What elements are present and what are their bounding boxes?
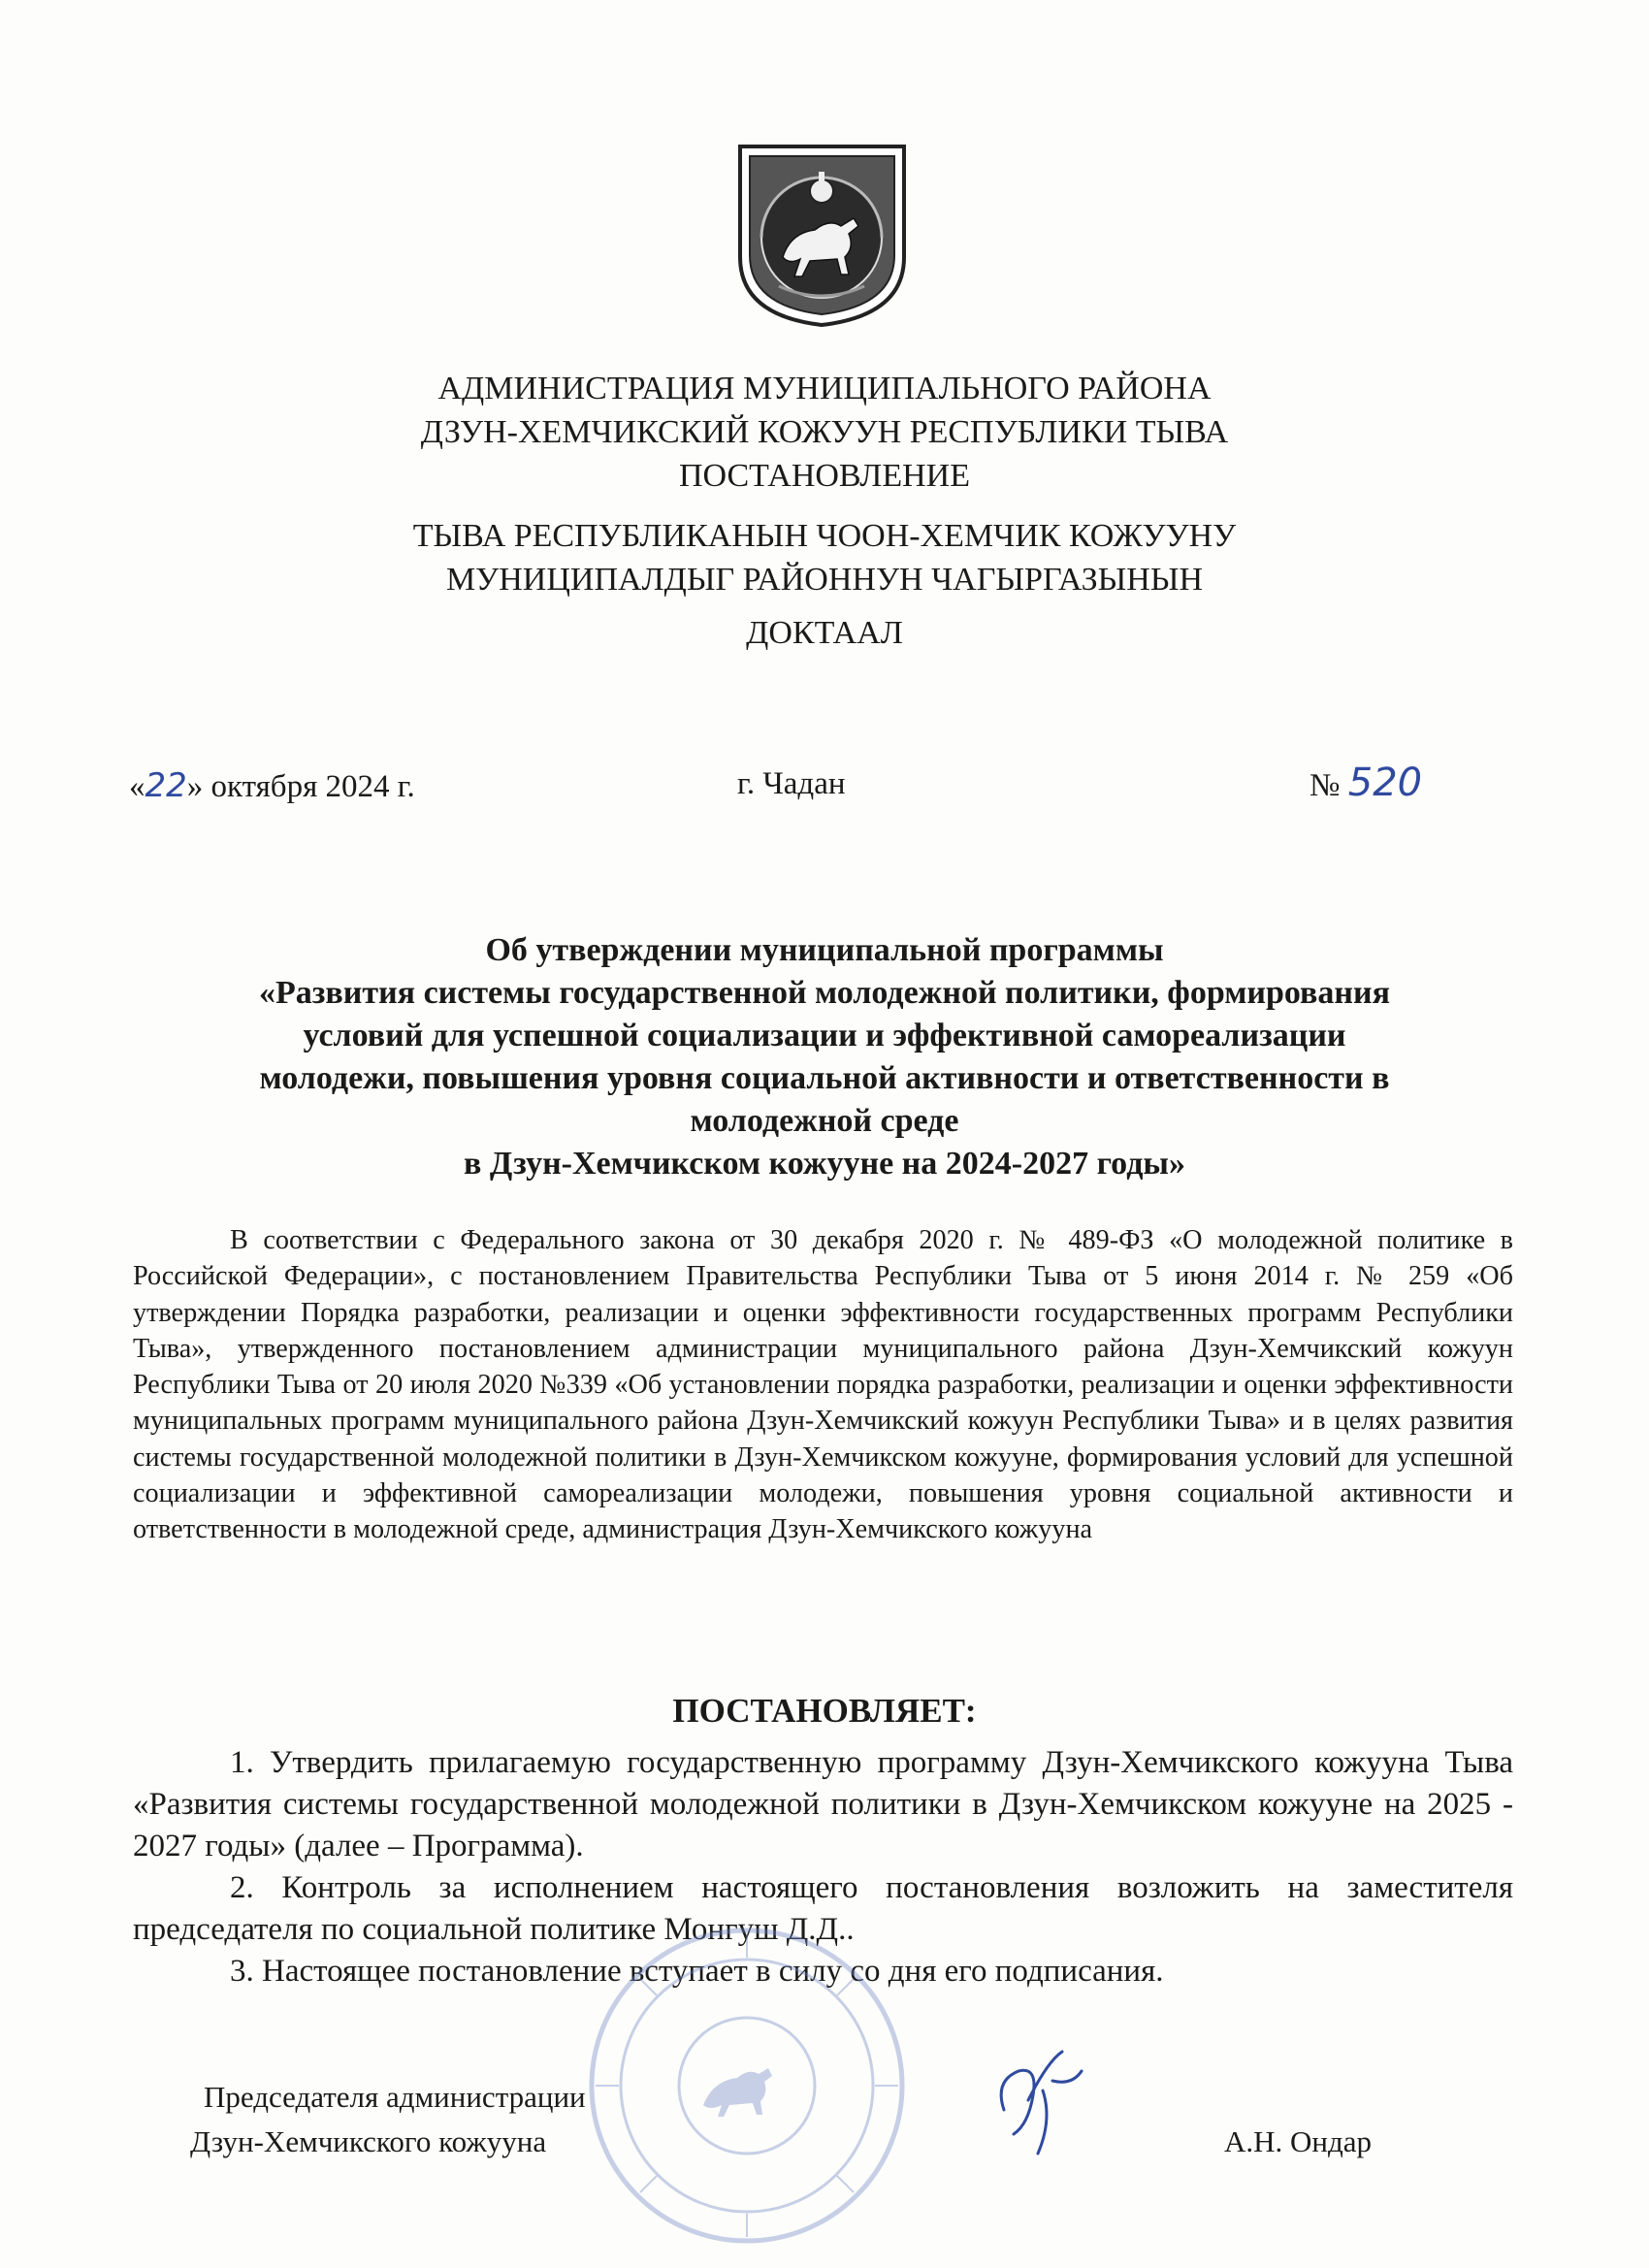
header-line-4: ТЫВА РЕСПУБЛИКАНЫН ЧООН-ХЕМЧИК КОЖУУНУ [412, 518, 1237, 554]
title-line-1: Об утверждении муниципальной программы [485, 932, 1164, 968]
signatory-position-line-1: Председателя администрации [204, 2080, 586, 2114]
date-day-handwritten: 22 [145, 766, 187, 805]
decree-item-3: 3. Настоящее постановление вступает в силу со дня его подписания. [230, 1954, 1164, 1989]
handwritten-signature-icon [985, 2042, 1091, 2158]
decree-item-2: 2. Контроль за исполнением настоящего постановления возложить на заместителя председателя по социальной политике Монгуш Д.Д.. [133, 1870, 1513, 1947]
header-decree-type: ПОСТАНОВЛЕНИЕ [678, 458, 971, 494]
document-city: г. Чадан [737, 766, 846, 801]
title-line-5: молодежной среде [690, 1103, 959, 1139]
title-line-3: условий для успешной социализации и эффективной самореализации [303, 1018, 1346, 1053]
signatory-position-line-2: Дзун-Хемчикского кожууна [190, 2124, 547, 2158]
number-label: № [1310, 768, 1341, 803]
decree-item-1: 1. Утвердить прилагаемую государственную программу Дзун-Хемчикского кожууна Тыва «Развития системы государственной молодежной политики в Дзун-Хемчикском кожууне на 2025 - 2027 годы» (далее – Программа). [133, 1745, 1513, 1863]
header-line-2: ДЗУН-ХЕМЧИКСКИЙ КОЖУУН РЕСПУБЛИКИ ТЫВА [420, 414, 1229, 450]
signatory-name: А.Н. Ондар [1224, 2124, 1373, 2158]
date-open-quote: « [129, 769, 146, 804]
document-number [1310, 761, 1422, 805]
header-line-1: АДМИНИСТРАЦИЯ МУНИЦИПАЛЬНОГО РАЙОНА [437, 371, 1212, 406]
decree-heading: ПОСТАНОВЛЯЕТ: [672, 1692, 977, 1730]
title-line-2: «Развития системы государственной молодежной политики, формирования [259, 975, 1390, 1011]
date-month-year: » октября 2024 г. [186, 769, 415, 804]
header-decree-type-tuvan: ДОКТААЛ [746, 615, 903, 651]
number-handwritten: 520 [1347, 761, 1423, 805]
document-date [129, 766, 415, 805]
title-line-4: молодежи, повышения уровня социальной активности и ответственности в [259, 1060, 1390, 1096]
preamble-paragraph: В соответствии с Федерального закона от 30 декабря 2020 г. № 489-ФЗ «О молодежной политике в Российской Федерации», с постановлением Правительства Республики Тыва от 5 июня 2014 г. № 259 «Об утверждении Порядка разработки, реализации и оценки эффективности государственных программ Республики Тыва», утвержденного постановлением администрации муниципального района Дзун-Хемчикский кожуун Республики Тыва от 20 июля 2020 №339 «Об установлении порядка разработки, реализации и оценки эффективности муниципальных программ муниципального района Дзун-Хемчикский кожуун Республики Тыва» и в целях развития системы государственной молодежной политики в Дзун-Хемчикском кожууне, формирования условий для успешной социализации и эффективной самореализации молодежи, повышения уровня социальной активности и ответственности в молодежной среде, администрация Дзун-Хемчикского кожууна [133, 1225, 1513, 1545]
title-line-6: в Дзун-Хемчикском кожууне на 2024-2027 годы» [464, 1146, 1185, 1182]
header-line-5: МУНИЦИПАЛДЫГ РАЙОННУН ЧАГЫРГАЗЫНЫН [445, 562, 1204, 598]
official-seal-icon [582, 1921, 912, 2251]
document-title [155, 929, 1494, 1185]
coat-of-arms-icon [732, 141, 912, 330]
